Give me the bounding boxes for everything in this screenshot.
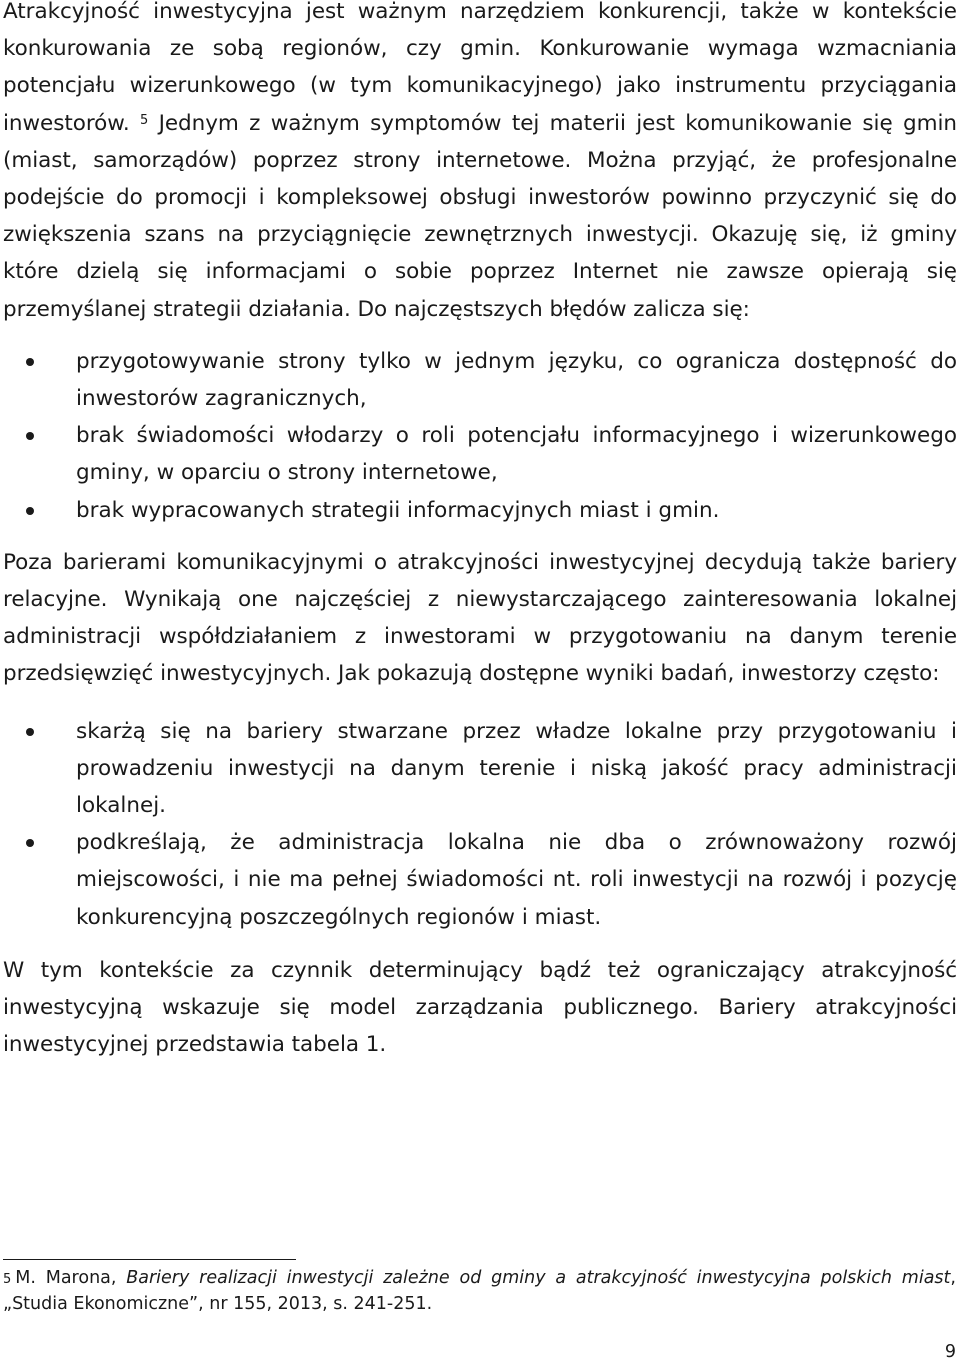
paragraph-1-text-b: Jednym z ważnym symptomów tej materii jest komunikowanie się gmin (miast, samorządów) poprzez strony internetowe. Można przyjąć, że profesjonalne podejście do promocji i kompleksowej obsługi inwestorów powinno przyczynić się do zwiększenia szans na przyciągnięcie zewnętrznych inwestycji. Okazuję się, iż gminy które dzielą się informacjami o sobie poprzez Internet nie zawsze opierają się przemyślanej strategii działania. Do najczęstszych błędów zalicza się: (3, 110, 957, 322)
bullet-icon (26, 432, 34, 440)
list-item (3, 492, 957, 529)
bullet-icon (26, 728, 34, 736)
document-page (3, 0, 957, 1063)
footnote (3, 1265, 956, 1317)
list-item (3, 343, 957, 417)
paragraph-2: Poza barierami komunikacyjnymi o atrakcyjności inwestycyjnej decydują także bariery relacyjne. Wynikają one najczęściej z niewystarczającego zainteresowania lokalnej administracji współdziałaniem z inwestorami w przygotowaniu na danym terenie przedsięwzięć inwestycyjnych. Jak pokazują dostępne wyniki badań, inwestorzy często: (3, 549, 957, 687)
page-number: 9 (944, 1342, 956, 1362)
bullet-icon (26, 839, 34, 847)
list-item (3, 824, 957, 936)
paragraph-3: W tym kontekście za czynnik determinujący bądź też ograniczający atrakcyjność inwestycyjną wskazuje się model zarządzania publicznego. Bariery atrakcyjności inwestycyjnej przedstawia tabela 1. (3, 957, 957, 1058)
list-item (3, 713, 957, 825)
list-item-text: przygotowywanie strony tylko w jednym języku, co ogranicza dostępność do inwestorów zagranicznych, (76, 348, 957, 412)
investors-list (3, 713, 957, 936)
errors-list (3, 343, 957, 529)
list-item-text: brak świadomości włodarzy o roli potencjału informacyjnego i wizerunkowego gminy, w oparciu o strony internetowe, (76, 423, 957, 486)
footnote-citation: , „Studia Ekonomiczne”, nr 155, 2013, s. 241-251. (3, 1268, 956, 1314)
paragraph-1 (3, 0, 957, 328)
bullet-icon (26, 507, 34, 515)
footnote-title: Bariery realizacji inwestycji zależne od gminy a atrakcyjność inwestycyjna polskich miast (126, 1268, 951, 1288)
list-item (3, 417, 957, 491)
footnote-author: M. Marona, (15, 1268, 127, 1288)
footnote-separator (3, 1259, 296, 1260)
list-item-text: brak wypracowanych strategii informacyjnych miast i gmin. (76, 497, 720, 523)
list-item-text: skarżą się na bariery stwarzane przez władze lokalne przy przygotowaniu i prowadzeniu inwestycji na danym terenie i niską jakość pracy administracji lokalnej. (76, 718, 957, 819)
list-item-text: podkreślają, że administracja lokalna nie dba o zrównoważony rozwój miejscowości, i nie ma pełnej świadomości nt. roli inwestycji na rozwój i pozycję konkurencyjną poszczególnych regionów i miast. (76, 830, 957, 930)
footnote-number: 5 (3, 1272, 12, 1287)
footnote-reference: 5 (139, 112, 149, 128)
bullet-icon (26, 358, 34, 366)
paragraph-1-text-a: Atrakcyjność inwestycyjna jest ważnym narzędziem konkurencji, także w kontekście konkurowania ze sobą regionów, czy gmin. Konkurowanie wymaga wzmacniania potencjału wizerunkowego (w tym komunikacyjnego) jako instrumentu przyciągania inwestorów. (3, 0, 957, 136)
